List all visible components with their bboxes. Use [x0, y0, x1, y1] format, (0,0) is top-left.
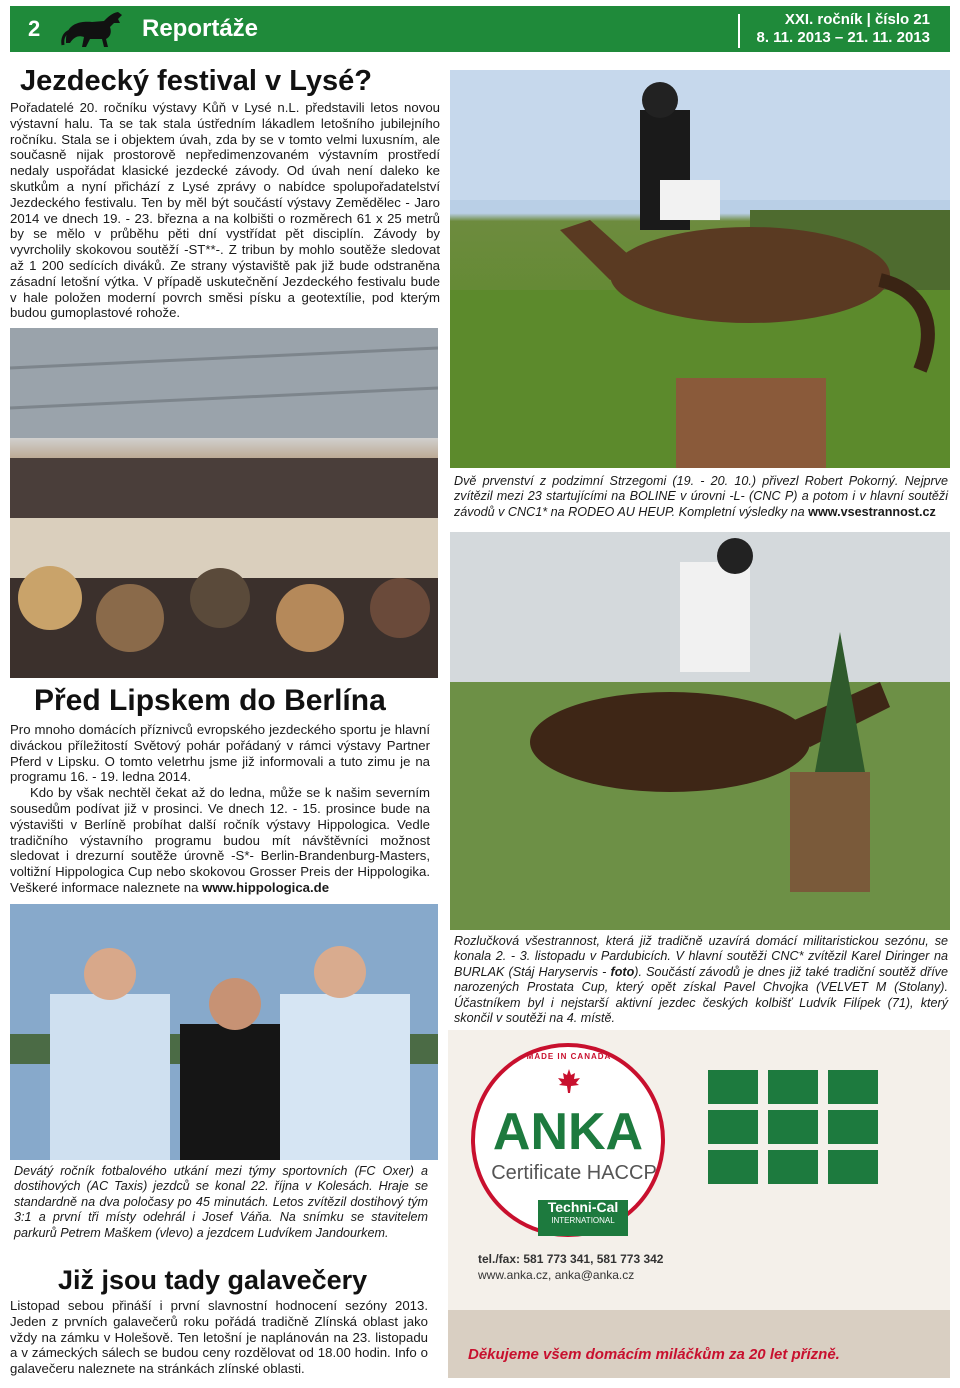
photo-exhibition-hall	[10, 328, 438, 678]
ad-contact: tel./fax: 581 773 341, 581 773 342	[478, 1252, 664, 1266]
horse-logo-icon	[60, 9, 130, 49]
photo-caption: Rozlučková všestrannost, která již tradičně uzavírá domácí militaristickou sezónu, se konala 2. - 3. listopadu v Pardubicích. V hlavní soutěži CNC* zvítězil Karel Diringer na BURLAK (Stáj Haryservis - foto). Součástí závodů je dnes již také tradiční soutěž dříve narozených Prostata Cup, který opět získal Pavel Chvojka (VELVET M (Stolany). Účastníkem byl i nejstarší aktivní jezdec českých kolbišť Ludvík Filípek (71), který skončil v soutěži na 4. místě.	[454, 934, 948, 1026]
header-divider	[738, 14, 740, 48]
article-title: Jezdecký festival v Lysé?	[20, 65, 372, 97]
article-body: Pořadatelé 20. ročníku výstavy Kůň v Lysé n.L. představili letos novou výstavní halu. Ta se tak stala ústředním lákadlem letošního jubilejního ročníku. Stala se i objektem úvah, zda by se v tomto velmi luxusním, ale současně nijak prostorově nepředimenzovaném výstavním prostředí nedaly uspořádat klasické jezdecké závody. Od úvah není daleko ke skutkům a nyní přichází z Lysé zprávy o nabídce spolupořadatelství Jezdeckého festivalu. Ten by měl být součástí výstavy Zemědělec - Jaro 2014 ve dnech 19. - 23. března a na kolbišti o rozměrech 61 x 25 metrů by se mělo v průběhu pěti dní vystřídat pět disciplín. Závody by vyvrcholily skokovou soutěží -ST**-. Z tribun by mohlo soutěže sledovat až 1 200 sedících diváků. Ze strany výstaviště pak již bude odstraněna zásadní letošní výtka. V případě uskutečnění Jezdeckého festivalu bude v hale položen moderní povrch směsi písku a geotextílie, pod kterým budou gumoplastové rohože.	[10, 100, 440, 321]
link-hippologica[interactable]: www.hippologica.de	[202, 879, 330, 895]
article-paragraph: Kdo by však nechtěl čekat až do ledna, může se k našim severním sousedům podívat již v prosinci. Ve dnech 12. - 15. prosince bude na výstavišti v Berlíně probíhat další ročník výstavy Hippologica. Vedle tradičního výstavního programu budou mít návštěvníci možnost sledovat i drezurní soutěže úrovně -S*- Berlin-Brandenburg-Masters, voltižní Hippologica Cup nebo skokovou Grosser Preis der Hippologika. Veškeré informace naleznete na www.hippologica.de	[10, 785, 430, 895]
anka-ad-graphic	[448, 1030, 950, 1378]
article-body: Listopad sebou přináší i první slavnostní hodnocení sezóny 2013. Jeden z prvních galavečerů roku pořádá tradičně Zlínská oblast jako vždy na zámku v Holešově. Ten letošní je naplánován na 23. listopadu a v zámeckých sálech se budou ceny rozdělovat od 18.00 hodin. Info o galavečeru naleznete na stránkách zlínské oblasti.	[10, 1298, 428, 1377]
photo-caption: Dvě prvenství z podzimní Strzegomi (19. - 20. 10.) přivezl Robert Pokorný. Nejprve zvítězil mezi 23 startujícími na BOLINE v úrovni -L- (CNC P) a potom i v hlavní soutěži závodů v CNC1* na RODEO AU HEUP. Kompletní výsledky na www.vsestrannost.cz	[454, 474, 948, 519]
page-number: 2	[28, 16, 41, 41]
page-header	[10, 6, 950, 52]
issue-info	[757, 11, 931, 47]
article-title: Již jsou tady galavečery	[58, 1265, 368, 1295]
ad-certificate: Certificate HACCP	[491, 1162, 657, 1184]
ad-web[interactable]: www.anka.cz, anka@anka.cz	[478, 1268, 635, 1282]
section-title: Reportáže	[142, 15, 259, 42]
photo-horse-jump-strzegom	[450, 70, 950, 468]
anka-advertisement	[448, 1030, 950, 1378]
ad-partner: Techni-Cal INTERNATIONAL	[547, 1199, 619, 1225]
photo-horse-jump-pardubice	[450, 532, 950, 930]
article-title: Před Lipskem do Berlína	[34, 684, 386, 717]
photo-caption: Devátý ročník fotbalového utkání mezi týmy sportovních (FC Oxer) a dostihových (AC Taxis) jezdců se konal 22. října v Kolesách. Hraje se standardně na dva poločasy po 45 minutách. Letos zvítězil dostihový tým 3:1 a první tři místy odehrál i Josef Váňa. Na snímku se stavitelem parkurů Petrem Maškem (vlevo) a jezdcem Ludvíkem Jandourkem.	[14, 1164, 428, 1240]
issue-volume: XXI. ročník | číslo 21	[784, 11, 930, 28]
article-body	[10, 722, 430, 896]
maple-leaf-icon	[556, 1068, 582, 1094]
issue-dates: 8. 11. 2013 – 21. 11. 2013	[756, 29, 930, 46]
article-paragraph: Pro mnoho domácích příznivců evropského jezdeckého sportu je hlavní diváckou příležitostí Světový pohár pořádaný v rámci výstavy Partner Pferd v Lipsku. O tomto veletrhu jsme již informovali a tuto zimu je na programu 16. - 19. ledna 2014.	[10, 722, 430, 785]
ad-slogan: Děkujeme všem domácím miláčkům za 20 let přízně.	[468, 1346, 840, 1363]
photo-football-players	[10, 904, 438, 1160]
ad-made-in: MADE IN CANADA	[526, 1052, 612, 1061]
link-vsestrannost[interactable]: www.vsestrannost.cz	[808, 504, 936, 519]
ad-brand-logo: ANKA	[492, 1103, 644, 1161]
